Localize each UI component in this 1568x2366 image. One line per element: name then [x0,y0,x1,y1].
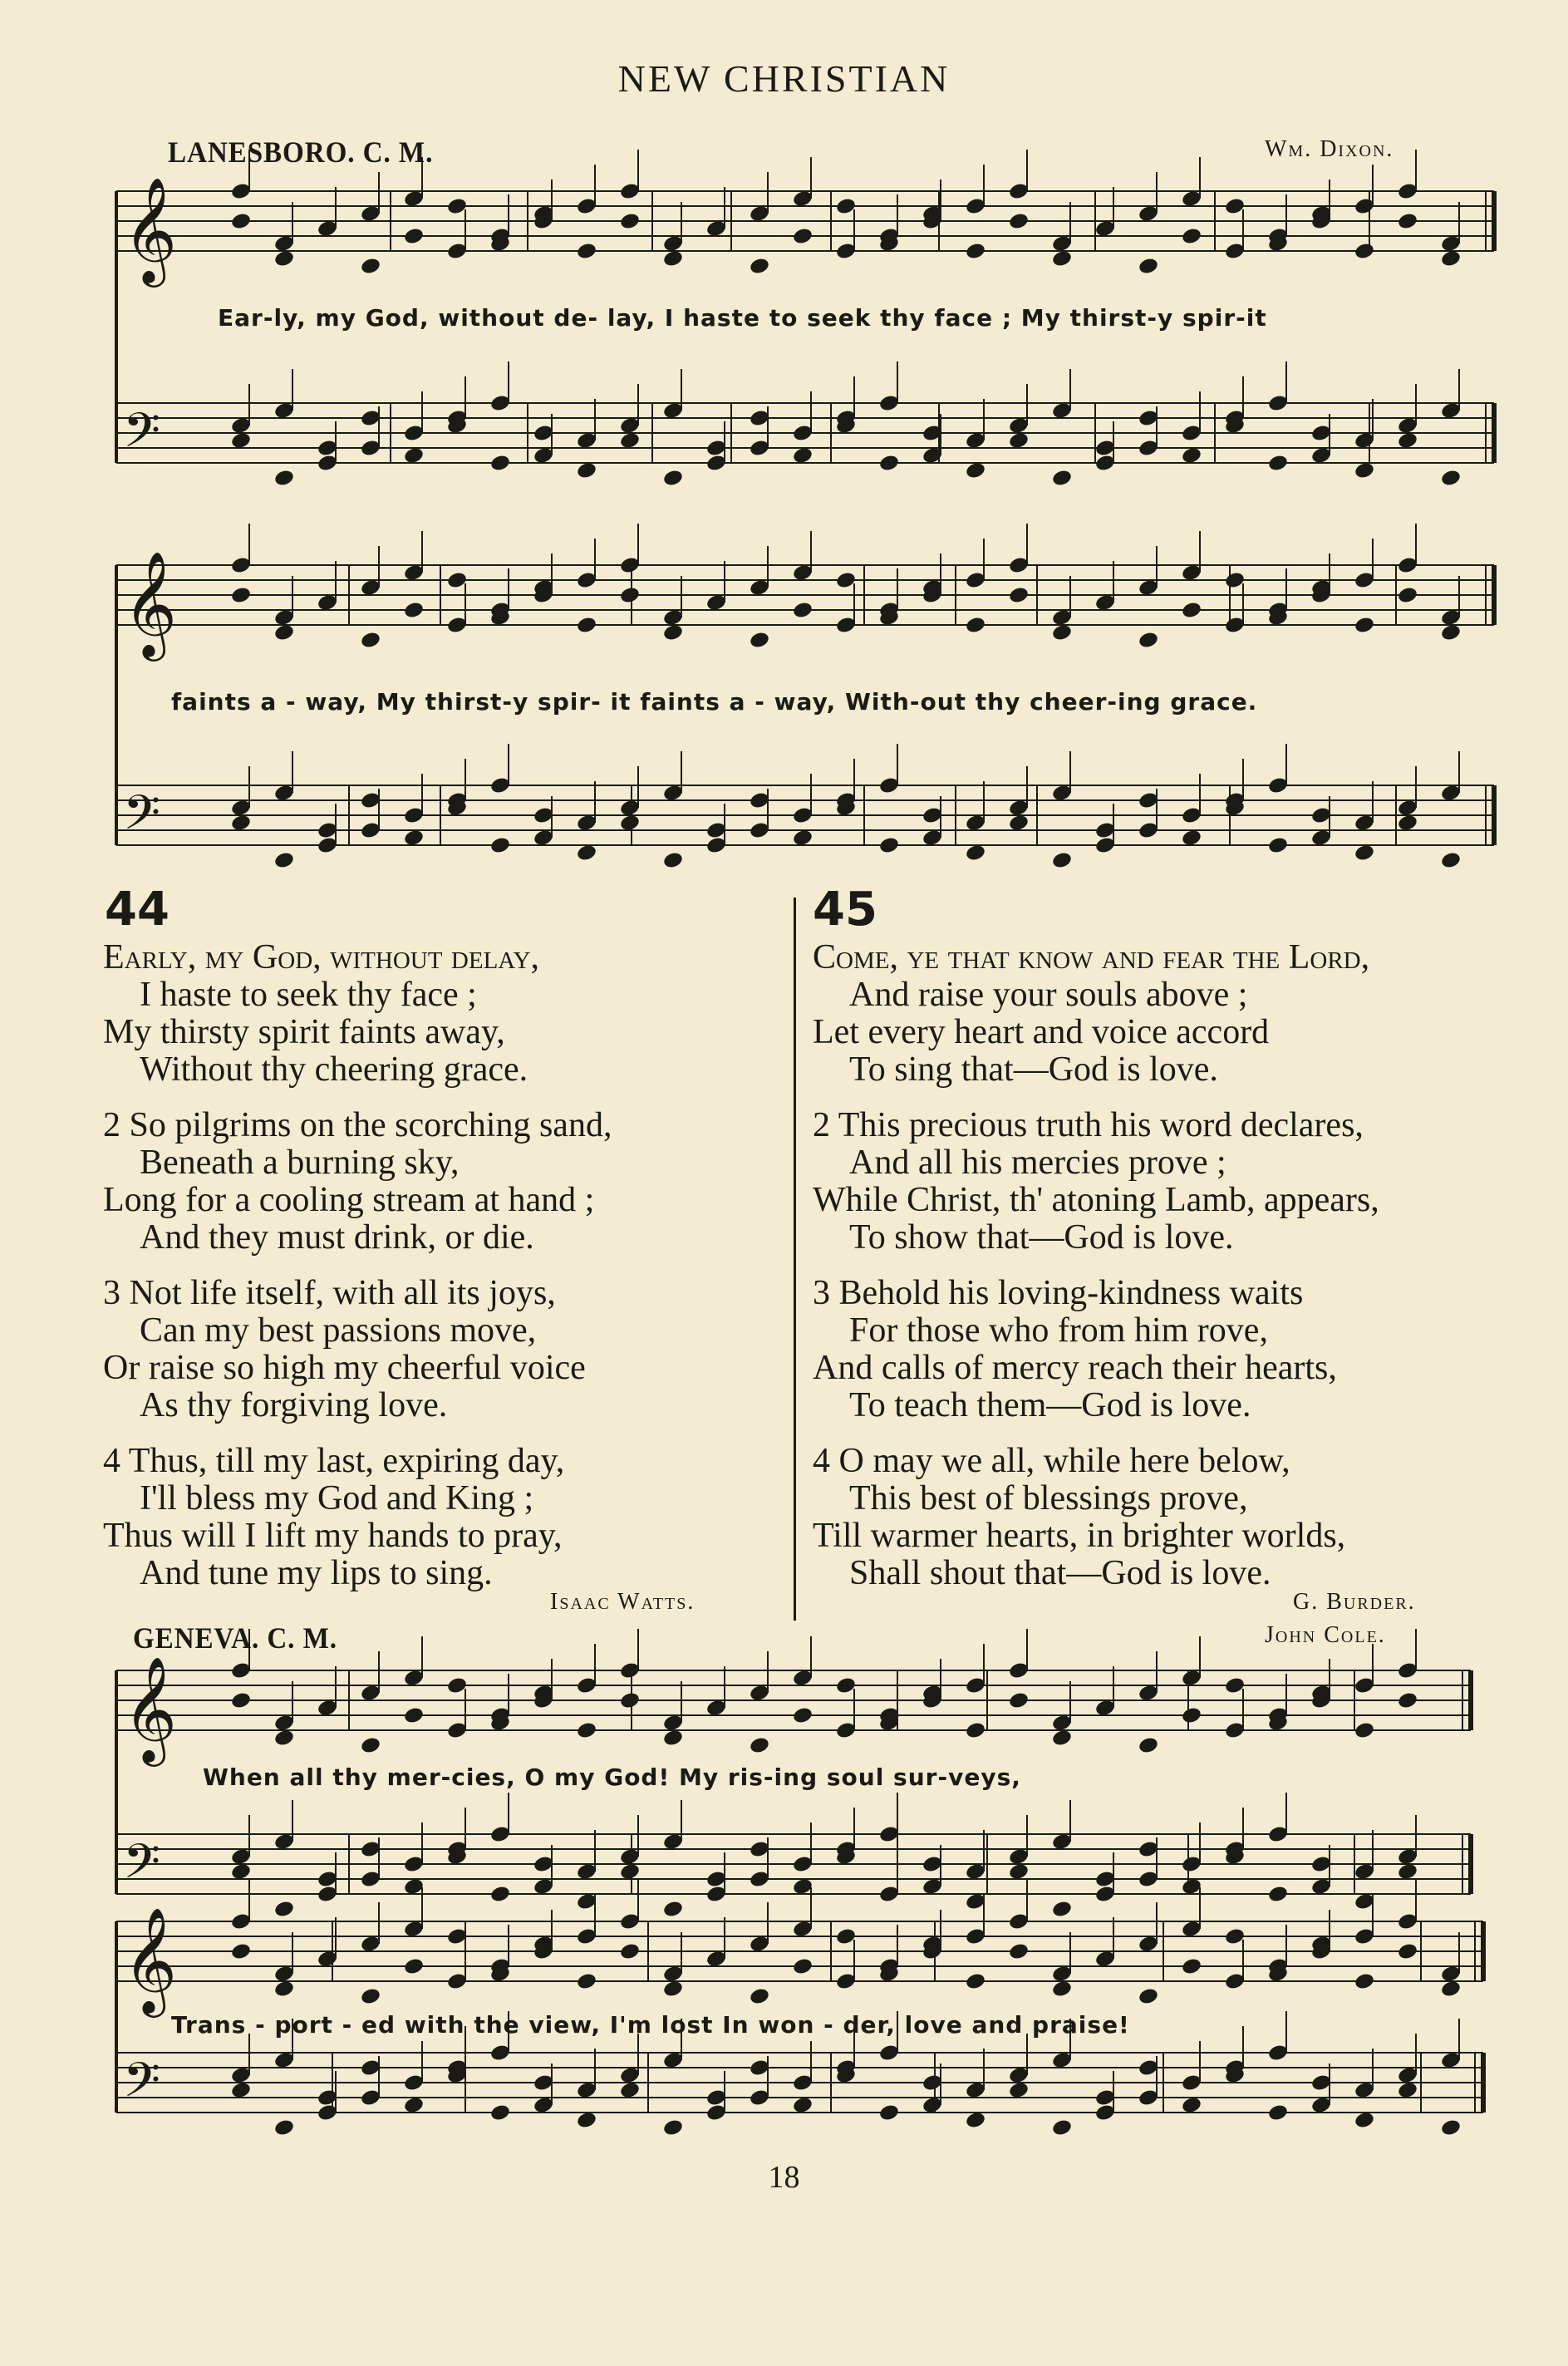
note-head [489,454,511,473]
note-head [273,1980,295,1999]
note-head [1008,2081,1030,2100]
treble-clef-icon: 𝄞 [123,1655,178,1762]
note-head [1397,431,1418,450]
note-head [273,1900,295,1919]
note-head [1354,461,1375,480]
note-head [1181,446,1202,465]
note-head [1051,623,1073,642]
note-head [1397,2081,1418,2100]
note-head [1354,1972,1375,1991]
lanesboro-lyrics-line-1: Ear-ly, my God, without de- lay, I haste to seek thy face ; My thirst-y spir-it [218,304,1267,332]
note-head [403,227,425,246]
tune-name-lanesboro: LANESBORO. C. M. [168,135,434,169]
note-head [662,1980,684,1999]
note-head [1397,1942,1418,1961]
hymn-number-45: 45 [813,883,877,937]
note-head [1440,249,1462,268]
note-head [1051,1729,1073,1748]
note-head [965,461,986,480]
note-head [1181,1957,1202,1976]
note-head [1181,227,1202,246]
note-head [1181,2096,1202,2115]
note-head [1051,1900,1073,1919]
note-head [1181,601,1202,620]
note-head [576,844,597,863]
bass-clef-icon: 𝄢 [123,2052,161,2120]
note-head [662,2118,684,2137]
note-head [1138,1736,1159,1755]
note-head [230,586,252,605]
hymn-44-author: Isaac Watts. [550,1589,696,1615]
note-head [662,1900,684,1919]
note-head [878,836,900,855]
note-head [403,446,425,465]
note-head [1008,1862,1030,1881]
note-head [1051,1980,1073,1999]
note-head [792,829,813,848]
note-head [1440,851,1462,870]
tune-name-geneva: GENEVA. C. M. [133,1621,337,1655]
hymn-45-stanza-2: 2 This precious truth his word declares, And all his mercies prove ; While Christ, th' atoning Lamb, appears, To show that—God is love. [813,1106,1379,1257]
treble-clef-icon: 𝄞 [123,550,178,657]
note-head [1397,1862,1418,1881]
note-head [619,1862,641,1881]
note-head [403,1957,425,1976]
note-head [1397,212,1418,231]
column-divider [794,898,796,1621]
note-head [576,616,597,635]
note-head [273,851,295,870]
note-head [878,2103,900,2123]
note-head [230,431,252,450]
note-head [662,1729,684,1748]
note-head [619,814,641,833]
note-head [403,2096,425,2115]
note-head [965,1721,986,1740]
note-head [619,212,641,231]
note-head [1008,1942,1030,1961]
note-head [1051,469,1073,488]
note-head [230,1942,252,1961]
bass-clef-icon: 𝄢 [123,402,161,470]
note-head [1008,431,1030,450]
note-head [576,2111,597,2130]
note-head [1397,1691,1418,1710]
note-head [1181,829,1202,848]
note-head [792,2096,813,2115]
note-head [662,249,684,268]
note-head [576,1972,597,1991]
note-head [230,1862,252,1881]
hymn-number-44: 44 [105,883,170,937]
note-head [749,1736,770,1755]
note-head [360,1987,381,2006]
note-head [1440,469,1462,488]
note-head [403,1706,425,1725]
note-head [1440,1980,1462,1999]
hymn-44-stanza-4: 4 Thus, till my last, expiring day, I'll bless my God and King ; Thus will I lift my hands to pray, And tune my lips to sing. [103,1442,565,1592]
running-head: NEW CHRISTIAN [617,57,951,100]
note-head [792,227,813,246]
note-head [576,242,597,261]
hymn-44-text [103,939,612,1611]
note-head [489,836,511,855]
treble-clef-icon: 𝄞 [123,1906,178,2013]
note-head [230,1691,252,1710]
note-head [1138,257,1159,276]
note-head [1008,814,1030,833]
hymn-44-stanza-2: 2 So pilgrims on the scorching sand, Beneath a burning sky, Long for a cooling stream at hand ; And they must drink, or die. [103,1106,612,1257]
note-head [360,257,381,276]
hymn-45-stanza-1: Come, ye that know and fear the Lord, And raise your souls above ; Let every heart and voice accord To sing that—God is love. [813,938,1370,1089]
geneva-lyrics-line-1: When all thy mer-cies, O my God! My ris-ing soul sur-veys, [203,1763,1021,1791]
note-head [230,814,252,833]
note-head [1267,1885,1289,1904]
note-head [662,623,684,642]
note-head [619,2081,641,2100]
note-head [1354,242,1375,261]
note-head [1051,249,1073,268]
note-head [1267,836,1289,855]
note-head [1354,1721,1375,1740]
bass-clef-icon: 𝄢 [123,785,161,853]
note-head [1397,586,1418,605]
note-head [1051,851,1073,870]
note-head [1354,2111,1375,2130]
page-number: 18 [768,2160,800,2195]
note-head [662,469,684,488]
note-head [1354,616,1375,635]
note-head [403,829,425,848]
note-head [749,1987,770,2006]
note-head [1008,586,1030,605]
composer-cole: John Cole. [1265,1622,1386,1648]
note-head [1267,454,1289,473]
note-head [230,212,252,231]
note-head [1397,814,1418,833]
note-head [1267,2103,1289,2123]
composer-dixon: Wm. Dixon. [1265,136,1394,162]
bass-clef-icon: 𝄢 [123,1833,161,1901]
note-head [273,469,295,488]
note-head [792,446,813,465]
note-head [792,1706,813,1725]
hymn-44-stanza-1: Early, my God, without delay, I haste to seek thy face ; My thirsty spirit faints away, Without thy cheering grace. [103,938,540,1089]
note-head [749,631,770,650]
hymn-45-stanza-3: 3 Behold his loving-kindness waits For those who from him rove, And calls of mercy reach their hearts, To teach them—God is love. [813,1274,1337,1424]
note-head [1354,844,1375,863]
note-head [619,586,641,605]
note-head [1440,623,1462,642]
note-head [403,601,425,620]
note-head [273,623,295,642]
note-head [965,1972,986,1991]
note-head [273,2118,295,2137]
note-head [1051,2118,1073,2137]
note-head [619,1942,641,1961]
note-head [1138,631,1159,650]
treble-clef-icon: 𝄞 [123,176,178,283]
geneva-lyrics-line-2: Trans - port - ed with the view, I'm lost In won - der, love and praise! [171,2011,1130,2039]
note-head [1138,1987,1159,2006]
hymn-45-text [813,939,1379,1611]
note-head [965,844,986,863]
note-head [273,1729,295,1748]
note-head [749,257,770,276]
note-head [619,431,641,450]
note-head [576,1721,597,1740]
hymn-45-stanza-4: 4 O may we all, while here below, This best of blessings prove, Till warmer hearts, in brighter worlds, Shall shout that—God is love. [813,1442,1346,1592]
note-head [1181,1706,1202,1725]
note-head [230,2081,252,2100]
note-head [489,2103,511,2123]
hymn-45-author: G. Burder. [1293,1589,1416,1615]
note-head [792,1957,813,1976]
note-head [360,1736,381,1755]
note-head [965,2111,986,2130]
note-head [360,631,381,650]
hymn-44-stanza-3: 3 Not life itself, with all its joys, Can my best passions move, Or raise so high my cheerful voice As thy forgiving love. [103,1274,586,1424]
note-head [489,1885,511,1904]
note-head [619,1691,641,1710]
note-head [878,454,900,473]
note-head [576,461,597,480]
note-head [1008,212,1030,231]
note-head [1008,1691,1030,1710]
note-head [1440,2118,1462,2137]
note-head [662,851,684,870]
note-head [273,249,295,268]
lanesboro-lyrics-line-2: faints a - way, My thirst-y spir- it faints a - way, With-out thy cheer-ing grace. [171,688,1258,716]
note-head [965,242,986,261]
note-head [965,616,986,635]
note-head [792,601,813,620]
